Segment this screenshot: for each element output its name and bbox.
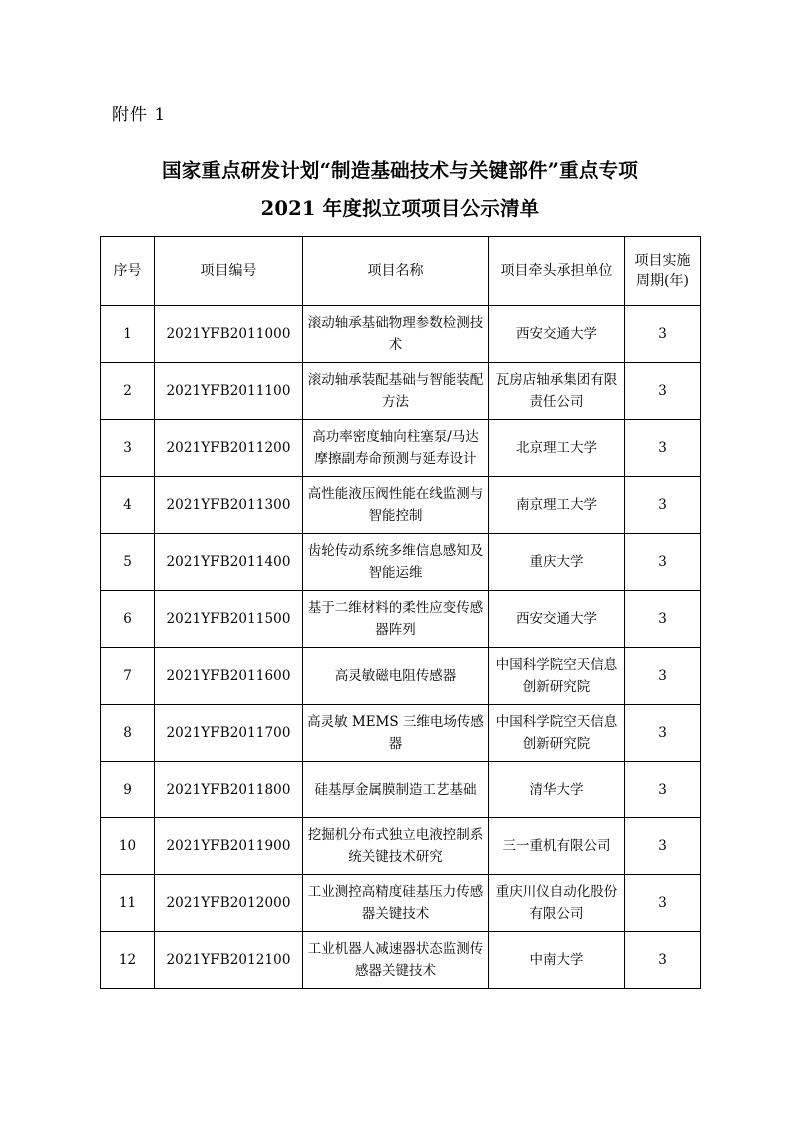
cell-project-name: 硅基厚金属膜制造工艺基础 <box>303 762 489 818</box>
cell-project-code: 2021YFB2011400 <box>155 534 303 591</box>
cell-project-code: 2021YFB2012000 <box>155 875 303 932</box>
cell-lead-organization: 重庆大学 <box>489 534 625 591</box>
cell-duration-years: 3 <box>625 420 701 477</box>
column-header-code: 项目编号 <box>155 237 303 306</box>
column-header-years <box>625 237 701 306</box>
cell-project-name: 滚动轴承基础物理参数检测技术 <box>303 306 489 363</box>
cell-duration-years: 3 <box>625 363 701 420</box>
cell-duration-years: 3 <box>625 648 701 705</box>
table-body <box>101 306 701 989</box>
cell-seq: 1 <box>101 306 155 363</box>
cell-project-code: 2021YFB2011100 <box>155 363 303 420</box>
table-row <box>101 306 701 363</box>
cell-duration-years: 3 <box>625 818 701 875</box>
cell-duration-years: 3 <box>625 932 701 989</box>
cell-seq: 6 <box>101 591 155 648</box>
table-header-row <box>101 237 701 306</box>
cell-lead-organization: 中国科学院空天信息创新研究院 <box>489 648 625 705</box>
attachment-label: 附件 1 <box>112 105 167 125</box>
cell-duration-years: 3 <box>625 306 701 363</box>
cell-project-name: 高性能液压阀性能在线监测与智能控制 <box>303 477 489 534</box>
cell-seq: 7 <box>101 648 155 705</box>
cell-duration-years: 3 <box>625 762 701 818</box>
cell-project-name: 滚动轴承装配基础与智能装配方法 <box>303 363 489 420</box>
cell-project-code: 2021YFB2011900 <box>155 818 303 875</box>
cell-project-code: 2021YFB2011500 <box>155 591 303 648</box>
table-row <box>101 363 701 420</box>
cell-project-code: 2021YFB2011600 <box>155 648 303 705</box>
table-row <box>101 818 701 875</box>
cell-duration-years: 3 <box>625 534 701 591</box>
column-header-seq: 序号 <box>101 237 155 306</box>
cell-duration-years: 3 <box>625 875 701 932</box>
cell-project-name: 高灵敏磁电阻传感器 <box>303 648 489 705</box>
cell-lead-organization: 重庆川仪自动化股份有限公司 <box>489 875 625 932</box>
table-row <box>101 932 701 989</box>
table-row <box>101 875 701 932</box>
cell-project-code: 2021YFB2012100 <box>155 932 303 989</box>
cell-project-name: 挖掘机分布式独立电液控制系统关键技术研究 <box>303 818 489 875</box>
page-title <box>100 152 700 228</box>
cell-seq: 10 <box>101 818 155 875</box>
cell-lead-organization: 西安交通大学 <box>489 306 625 363</box>
cell-project-code: 2021YFB2011800 <box>155 762 303 818</box>
cell-lead-organization: 中国科学院空天信息创新研究院 <box>489 705 625 762</box>
cell-project-code: 2021YFB2011200 <box>155 420 303 477</box>
table-header <box>101 237 701 306</box>
cell-project-name: 工业机器人减速器状态监测传感器关键技术 <box>303 932 489 989</box>
table-row <box>101 591 701 648</box>
cell-duration-years: 3 <box>625 705 701 762</box>
cell-project-name: 工业测控高精度硅基压力传感器关键技术 <box>303 875 489 932</box>
cell-seq: 12 <box>101 932 155 989</box>
cell-project-code: 2021YFB2011300 <box>155 477 303 534</box>
cell-lead-organization: 中南大学 <box>489 932 625 989</box>
cell-lead-organization: 瓦房店轴承集团有限责任公司 <box>489 363 625 420</box>
table-row <box>101 420 701 477</box>
cell-lead-organization: 南京理工大学 <box>489 477 625 534</box>
page-title-line-1: 国家重点研发计划“制造基础技术与关键部件”重点专项 <box>162 159 638 182</box>
cell-seq: 3 <box>101 420 155 477</box>
column-header-org: 项目牵头承担单位 <box>489 237 625 306</box>
cell-seq: 5 <box>101 534 155 591</box>
page-title-line-2: 2021 年度拟立项项目公示清单 <box>260 197 540 220</box>
cell-seq: 9 <box>101 762 155 818</box>
column-header-years-line-1: 项目实施 <box>634 253 691 269</box>
cell-duration-years: 3 <box>625 477 701 534</box>
cell-project-name: 齿轮传动系统多维信息感知及智能运维 <box>303 534 489 591</box>
cell-seq: 8 <box>101 705 155 762</box>
cell-project-name: 高灵敏 MEMS 三维电场传感器 <box>303 705 489 762</box>
cell-project-code: 2021YFB2011000 <box>155 306 303 363</box>
cell-project-name: 高功率密度轴向柱塞泵/马达摩擦副寿命预测与延寿设计 <box>303 420 489 477</box>
table-row <box>101 648 701 705</box>
cell-lead-organization: 三一重机有限公司 <box>489 818 625 875</box>
cell-lead-organization: 北京理工大学 <box>489 420 625 477</box>
cell-lead-organization: 西安交通大学 <box>489 591 625 648</box>
project-listing-table <box>100 236 701 989</box>
cell-project-name: 基于二维材料的柔性应变传感器阵列 <box>303 591 489 648</box>
cell-duration-years: 3 <box>625 591 701 648</box>
table-row <box>101 762 701 818</box>
cell-lead-organization: 清华大学 <box>489 762 625 818</box>
cell-seq: 4 <box>101 477 155 534</box>
table-row <box>101 534 701 591</box>
cell-project-code: 2021YFB2011700 <box>155 705 303 762</box>
column-header-years-line-2: 周期(年) <box>636 273 689 289</box>
cell-seq: 11 <box>101 875 155 932</box>
cell-seq: 2 <box>101 363 155 420</box>
column-header-name: 项目名称 <box>303 237 489 306</box>
table-row <box>101 477 701 534</box>
table-row <box>101 705 701 762</box>
